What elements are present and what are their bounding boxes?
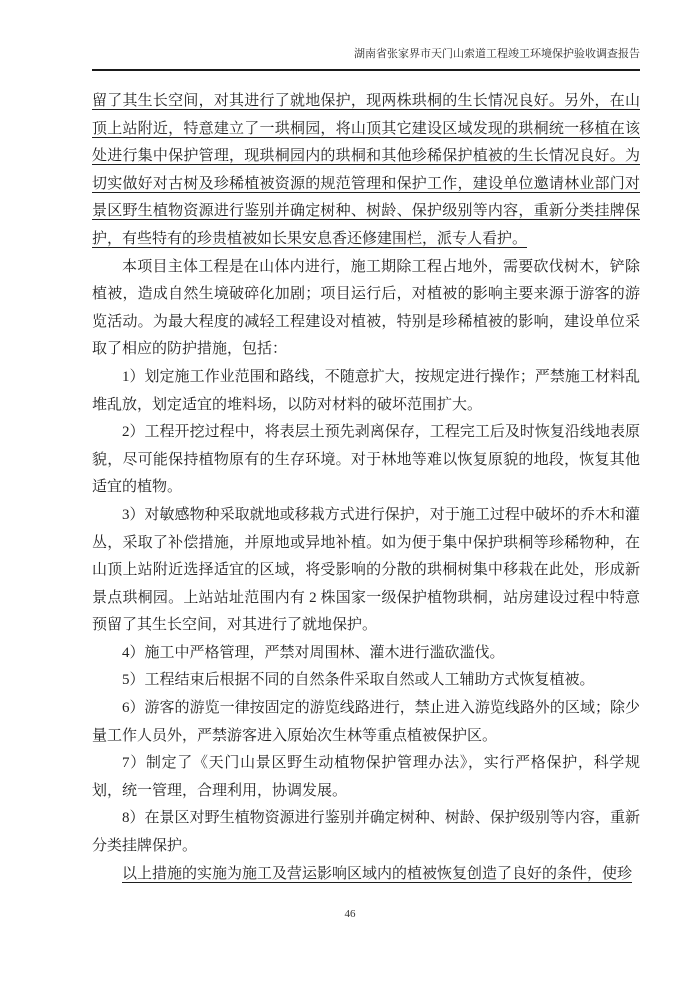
page-header bbox=[92, 46, 640, 71]
paragraph: 3）对敏感物种采取就地或移栽方式进行保护，对于施工过程中破坏的乔木和灌丛，采取了补偿措施，并原地或异地补植。如为便于集中保护珙桐等珍稀物种，在山顶上站附近选择适宜的区域，将受影响的分散的珙桐树集中移栽在此处，形成新景点珙桐园。上站站址范围内有 2 株国家一级保护植物珙桐，站房建设过程中特意预留了其生长空间，对其进行了就地保护。 bbox=[92, 506, 640, 634]
paragraph: 4）施工中严格管理，严禁对周围林、灌木进行滥砍滥伐。 bbox=[122, 644, 505, 661]
paragraph: 8）在景区对野生植物资源进行鉴别并确定树种、树龄、保护级别等内容，重新分类挂牌保护。 bbox=[92, 810, 640, 855]
paragraph: 留了其生长空间，对其进行了就地保护，现两株珙桐的生长情况良好。另外，在山顶上站附近，特意建立了一珙桐园，将山顶其它建设区域发现的珙桐统一移植在该处进行集中保护管理，现珙桐园内的珙桐和其他珍稀保护植被的生长情况良好。为切实做好对古树及珍稀植被资源的规范管理和保护工作，建设单位邀请林业部门对景区野生植物资源进行鉴别并确定树种、树龄、保护级别等内容，重新分类挂牌保护，有些特有的珍贵植被如长果安息香还修建围栏，派专人看护。 bbox=[92, 93, 640, 247]
document-body bbox=[92, 88, 640, 888]
paragraph: 5）工程结束后根据不同的自然条件采取自然或人工辅助方式恢复植被。 bbox=[122, 672, 595, 689]
header-title: 湖南省张家界市天门山索道工程竣工环境保护验收调查报告 bbox=[354, 48, 640, 60]
paragraph: 以上措施的实施为施工及营运影响区域内的植被恢复创造了良好的条件，使珍 bbox=[122, 865, 633, 882]
paragraph: 7）制定了《天门山景区野生动植物保护管理办法》，实行严格保护，科学规划，统一管理，合理利用，协调发展。 bbox=[92, 755, 640, 799]
paragraph: 本项目主体工程是在山体内进行，施工期除工程占地外，需要砍伐树木，铲除植被，造成自然生境破碎化加剧；项目运行后，对植被的影响主要来源于游客的游览活动。为最大程度的减轻工程建设对植被，特别是珍稀植被的影响，建设单位采取了相应的防护措施，包括： bbox=[92, 258, 640, 358]
paragraph: 2）工程开挖过程中，将表层土预先剥离保存，工程完工后及时恢复沿线地表原貌，尽可能保持植物原有的生存环境。对于林地等难以恢复原貌的地段，恢复其他适宜的植物。 bbox=[92, 424, 640, 496]
page-footer bbox=[0, 908, 700, 920]
paragraph: 6）游客的游览一律按固定的游览线路进行，禁止进入游览线路外的区域；除少量工作人员外，严禁游客进入原始次生林等重点植被保护区。 bbox=[92, 700, 640, 744]
page-number: 46 bbox=[344, 908, 356, 920]
paragraph: 1）划定施工作业范围和路线，不随意扩大，按规定进行操作；严禁施工材料乱堆乱放，划定适宜的堆料场，以防对材料的破坏范围扩大。 bbox=[92, 368, 640, 413]
